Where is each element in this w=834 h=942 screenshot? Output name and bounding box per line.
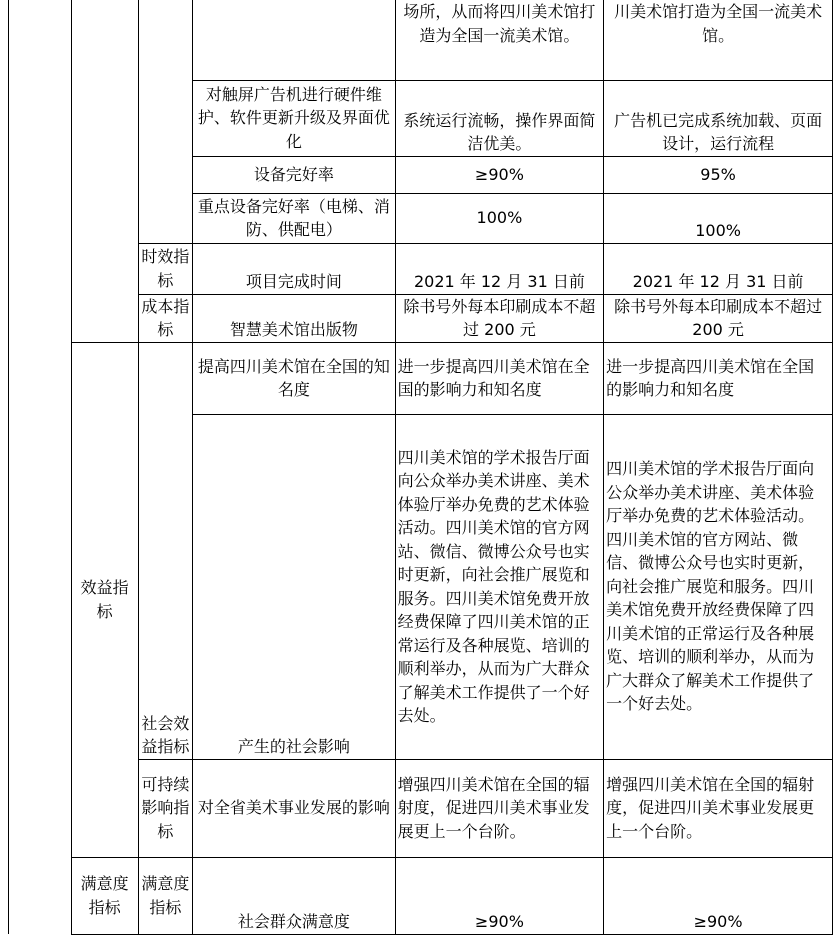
target-cell: 2021 年 12 月 31 日前 (395, 243, 604, 294)
actual-cell: 进一步提高四川美术馆在全国的影响力和知名度 (604, 342, 833, 414)
target-cell: 100% (395, 193, 604, 243)
blank-cell (193, 0, 395, 80)
actual-cell: 川美术馆打造为全国一流美术馆。 (604, 0, 833, 80)
target-cell: 增强四川美术馆在全国的辐射度，促进四川美术事业发展更上一个台阶。 (395, 759, 604, 857)
indicator-cell: 社会群众满意度 (193, 857, 395, 934)
indicator-cell: 对全省美术事业发展的影响 (193, 759, 395, 857)
actual-cell: 增强四川美术馆在全国的辐射度，促进四川美术事业发展更上一个台阶。 (604, 759, 833, 857)
table-row (9, 0, 833, 80)
sub-indicator-cell: 时效指标 (138, 243, 193, 294)
sub-indicator-cell: 可持续影响指标 (138, 759, 193, 857)
category-cell: 效益指标 (71, 342, 138, 857)
category-cell: 满意度指标 (71, 857, 138, 934)
target-cell: 系统运行流畅，操作界面简洁优美。 (395, 80, 604, 156)
indicator-cell: 重点设备完好率（电梯、消防、供配电） (193, 193, 395, 243)
sub-indicator-cell: 社会效益指标 (138, 342, 193, 759)
actual-cell: ≥90% (604, 857, 833, 934)
outer-blank-cell (9, 0, 72, 934)
actual-cell: 95% (604, 156, 833, 193)
target-cell: 四川美术馆的学术报告厅面向公众举办美术讲座、美术体验厅举办免费的艺术体验活动。四川美术馆的官方网站、微信、微博公众号也实时更新，向社会推广展览和服务。四川美术馆免费开放经费保障了四川美术馆的正常运行及各种展览、培训的顺利举办，从而为广大群众了解美术工作提供了一个好去处。 (395, 414, 604, 759)
indicator-cell: 对触屏广告机进行硬件维护、软件更新升级及界面优化 (193, 80, 395, 156)
actual-cell: 广告机已完成系统加载、页面设计，运行流程 (604, 80, 833, 156)
actual-cell: 2021 年 12 月 31 日前 (604, 243, 833, 294)
target-cell: 场所，从而将四川美术馆打造为全国一流美术馆。 (395, 0, 604, 80)
target-cell: 除书号外每本印刷成本不超过 200 元 (395, 294, 604, 342)
actual-cell: 四川美术馆的学术报告厅面向公众举办美术讲座、美术体验厅举办免费的艺术体验活动。四川美术馆的官方网站、微信、微博公众号也实时更新，向社会推广展览和服务。四川美术馆免费开放经费保障了四川美术馆的正常运行及各种展览、培训的顺利举办，从而为广大群众了解美术工作提供了一个好去处。 (604, 414, 833, 759)
sub-indicator-cell: 满意度指标 (138, 857, 193, 934)
table-row (9, 857, 833, 934)
target-cell: ≥90% (395, 156, 604, 193)
blank-cell (71, 0, 138, 342)
blank-cell (138, 0, 193, 243)
target-cell: ≥90% (395, 857, 604, 934)
table-row (9, 342, 833, 414)
actual-cell: 除书号外每本印刷成本不超过 200 元 (604, 294, 833, 342)
indicator-cell: 设备完好率 (193, 156, 395, 193)
indicator-cell: 提高四川美术馆在全国的知名度 (193, 342, 395, 414)
actual-cell: 100% (604, 193, 833, 243)
target-cell: 进一步提高四川美术馆在全国的影响力和知名度 (395, 342, 604, 414)
indicator-cell: 智慧美术馆出版物 (193, 294, 395, 342)
indicator-cell: 项目完成时间 (193, 243, 395, 294)
performance-indicator-table (8, 0, 833, 935)
sub-indicator-cell: 成本指标 (138, 294, 193, 342)
indicator-cell: 产生的社会影响 (193, 414, 395, 759)
